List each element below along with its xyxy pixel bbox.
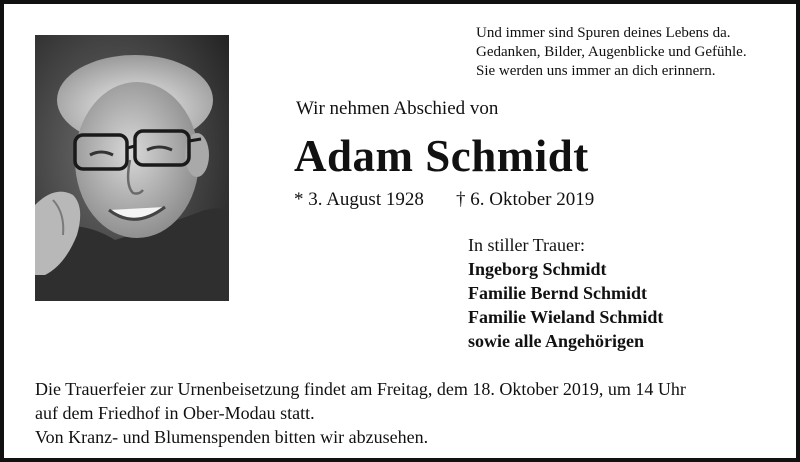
- service-line: auf dem Friedhof in Ober-Modau statt.: [35, 403, 315, 423]
- poem-line: Sie werden uns immer an dich erinnern.: [476, 63, 716, 79]
- service-line: Die Trauerfeier zur Urnenbeisetzung findet am Freitag, dem 18. Oktober 2019, um 14 Uhr: [35, 379, 686, 399]
- mourners-list: [468, 233, 663, 353]
- portrait-photo: [35, 35, 229, 301]
- service-line: Von Kranz- und Blumenspenden bitten wir abzusehen.: [35, 427, 429, 447]
- poem-line: Und immer sind Spuren deines Lebens da.: [476, 25, 731, 41]
- birth-date: * 3. August 1928: [294, 189, 424, 210]
- death-date: † 6. Oktober 2019: [456, 189, 595, 210]
- funeral-service-info: [35, 377, 686, 449]
- deceased-name: Adam Schmidt: [294, 131, 589, 181]
- mourner-entry: Familie Bernd Schmidt: [468, 283, 647, 303]
- mourner-entry: sowie alle Angehörigen: [468, 331, 644, 351]
- mourners-heading: In stiller Trauer:: [468, 235, 585, 255]
- farewell-intro: Wir nehmen Abschied von: [296, 98, 499, 119]
- memorial-poem: [476, 24, 786, 81]
- poem-line: Gedanken, Bilder, Augenblicke und Gefühle.: [476, 44, 747, 60]
- mourner-entry: Familie Wieland Schmidt: [468, 307, 664, 327]
- mourner-entry: Ingeborg Schmidt: [468, 259, 607, 279]
